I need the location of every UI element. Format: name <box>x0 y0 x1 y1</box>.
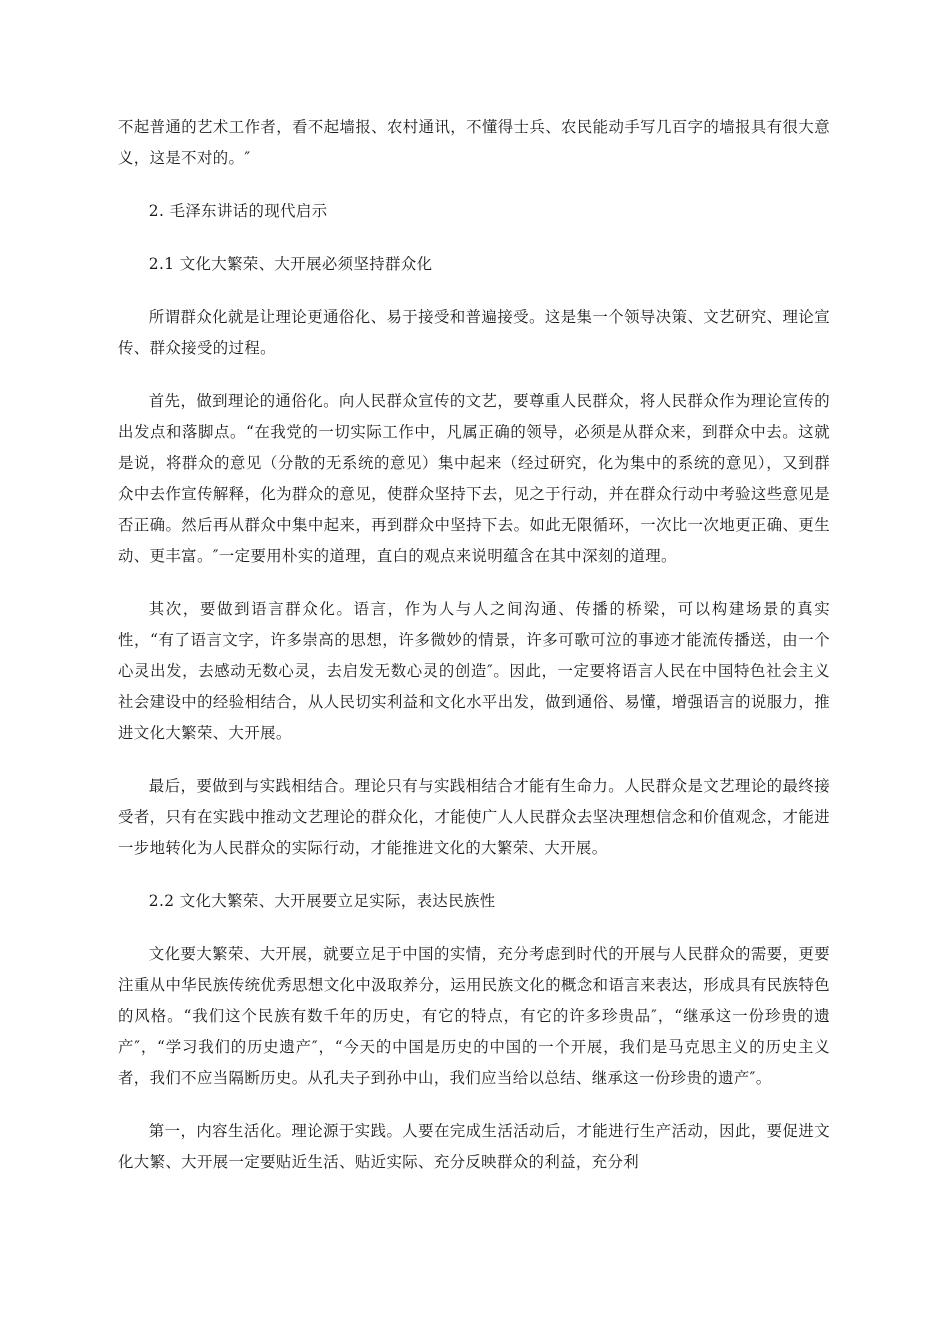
paragraph-national-character: 文化要大繁荣、大开展，就要立足于中国的实情，充分考虑到时代的开展与人民群众的需要，更要注重从中华民族传统优秀思想文化中汲取养分，运用民族文化的概念和语言来表达，形成具有民族特色的风格。“我们这个民族有数千年的历史，有它的特点，有它的许多珍贵品″，“继承这一份珍贵的遗产″，“学习我们的历史遗产″，“今天的中国是历史的中国的一个开展，我们是马克思主义的历史主义者，我们不应当隔断历史。从孔夫子到孙中山，我们应当给以总结、继承这一份珍贵的遗产″。 <box>118 945 830 1087</box>
subsection-heading-2-1: 2.1 文化大繁荣、大开展必须坚持群众化 <box>148 255 433 273</box>
subsection-heading-2-2: 2.2 文化大繁荣、大开展要立足实际，表达民族性 <box>148 892 496 910</box>
paragraph-continuation: 不起普通的艺术工作者，看不起墙报、农村通讯，不懂得士兵、农民能动手写几百字的墙报具有很大意义，这是不对的。″ <box>118 118 830 167</box>
paragraph-practice-combination: 最后，要做到与实践相结合。理论只有与实践相结合才能有生命力。人民群众是文艺理论的最终接受者，只有在实践中推动文艺理论的群众化，才能使广人人民群众去坚决理想信念和价值观念，才能进一步地转化为人民群众的实际行动，才能推进文化的大繁荣、大开展。 <box>118 777 830 857</box>
document-body <box>118 112 830 1200</box>
paragraph-mass-definition: 所谓群众化就是让理论更通俗化、易于接受和普遍接受。这是集一个领导决策、文艺研究、理论宣传、群众接受的过程。 <box>118 308 830 357</box>
paragraph-content-life: 第一，内容生活化。理论源于实践。人要在完成生活活动后，才能进行生产活动，因此，要促进文化大繁、大开展一定要贴近生活、贴近实际、充分反映群众的利益，充分利 <box>118 1122 830 1171</box>
paragraph-theory-popularization: 首先，做到理论的通俗化。向人民群众宣传的文艺，要尊重人民群众，将人民群众作为理论宣传的出发点和落脚点。“在我党的一切实际工作中，凡属正确的领导，必须是从群众来，到群众中去。这就是说，将群众的意见（分散的无系统的意见）集中起来（经过研究，化为集中的系统的意见），又到群众中去作宣传解释，化为群众的意见，使群众坚持下去，见之于行动，并在群众行动中考验这些意见是否正确。然后再从群众中集中起来，再到群众中坚持下去。如此无限循环，一次比一次地更正确、更生动、更丰富。″一定要用朴实的道理，直白的观点来说明蕴含在其中深刻的道理。 <box>118 392 830 565</box>
paragraph-language-popularization: 其次，要做到语言群众化。语言，作为人与人之间沟通、传播的桥梁，可以构建场景的真实性，“有了语言文字，许多崇高的思想，许多微妙的情景，许多可歌可泣的事迹才能流传播送，由一个心灵出发，去感动无数心灵，去启发无数心灵的创造″。因此，一定要将语言人民在中国特色社会主义社会建设中的经验相结合，从人民切实利益和文化水平出发，做到通俗、易懂，增强语言的说服力，推进文化大繁荣、大开展。 <box>118 600 830 742</box>
section-heading-2: 2. 毛泽东讲话的现代启示 <box>148 202 328 220</box>
